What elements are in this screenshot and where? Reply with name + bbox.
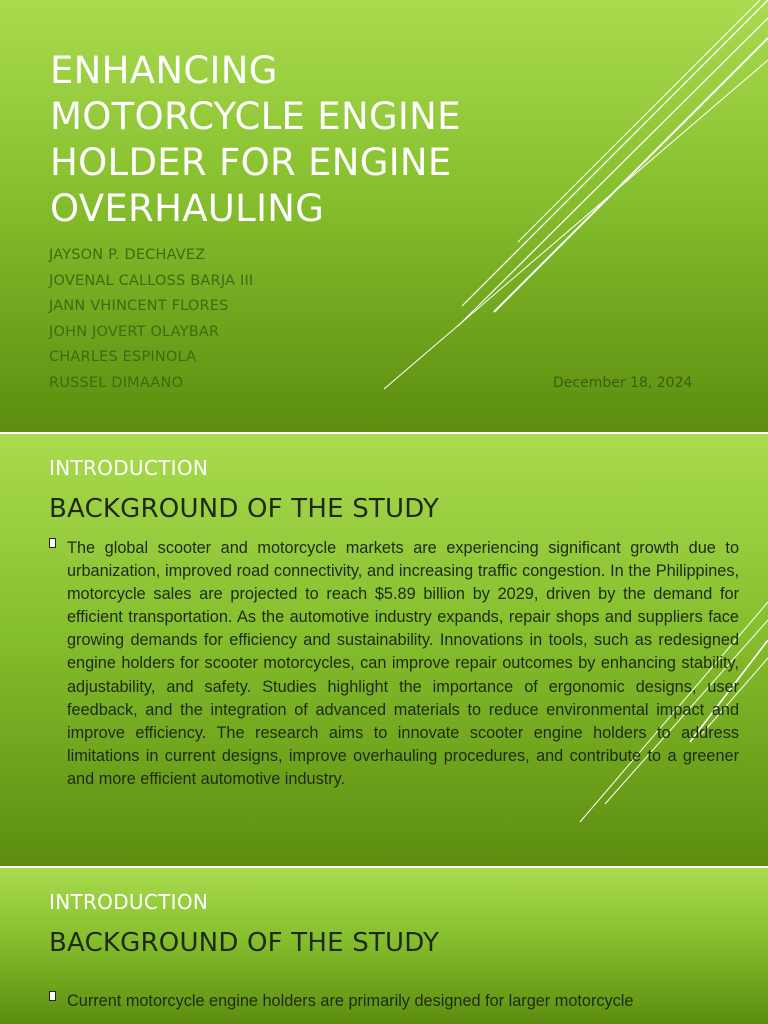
author-name: CHARLES ESPINOLA [49, 349, 197, 366]
slide-heading: BACKGROUND OF THE STUDY [49, 494, 440, 524]
section-label: INTRODUCTION [49, 890, 209, 914]
author-name: RUSSEL DIMAANO [49, 374, 184, 391]
author-name: JOHN JOVERT OLAYBAR [49, 323, 220, 340]
author-name: JAYSON P. DECHAVEZ [49, 247, 206, 263]
content-slide [0, 868, 768, 1024]
author-name: JOVENAL CALLOSS BARJA III [49, 272, 254, 289]
bullet-item [49, 990, 739, 1013]
bullet-text: Current motorcycle engine holders are primarily designed for larger motorcycle [67, 992, 634, 1010]
content-slide [0, 434, 768, 866]
bullet-icon [49, 538, 56, 548]
bullet-item [49, 537, 739, 791]
section-label: INTRODUCTION [49, 456, 209, 480]
presentation-title: ENHANCING MOTORCYCLE ENGINE HOLDER FOR ENGINE OVERHAULING [50, 49, 461, 230]
bullet-icon [49, 991, 56, 1001]
author-list [49, 243, 253, 397]
author-name: JANN VHINCENT FLORES [49, 298, 229, 315]
bullet-text: The global scooter and motorcycle markets are experiencing significant growth due to urbanization, improved road connectivity, and increasing traffic congestion. In the Philippines, motorcycle sales are projected to reach $5.89 billion by 2029, driven by the demand for efficient transportation. As the automotive industry expands, repair shops and suppliers face growing demands for efficiency and sustainability. Innovations in tools, such as redesigned engine holders for scooter motorcycles, can improve repair outcomes by enhancing stability, adjustability, and safety. Studies highlight the importance of ergonomic designs, user feedback, and the integration of advanced materials to reduce environmental impact and improve efficiency. The research aims to innovate scooter engine holders to address limitations in current designs, improve overhauling procedures, and contribute to a greener and more efficient automotive industry. [67, 539, 739, 788]
presentation-date: December 18, 2024 [553, 375, 693, 391]
slide-heading: BACKGROUND OF THE STUDY [49, 928, 440, 958]
title-slide [0, 0, 768, 432]
